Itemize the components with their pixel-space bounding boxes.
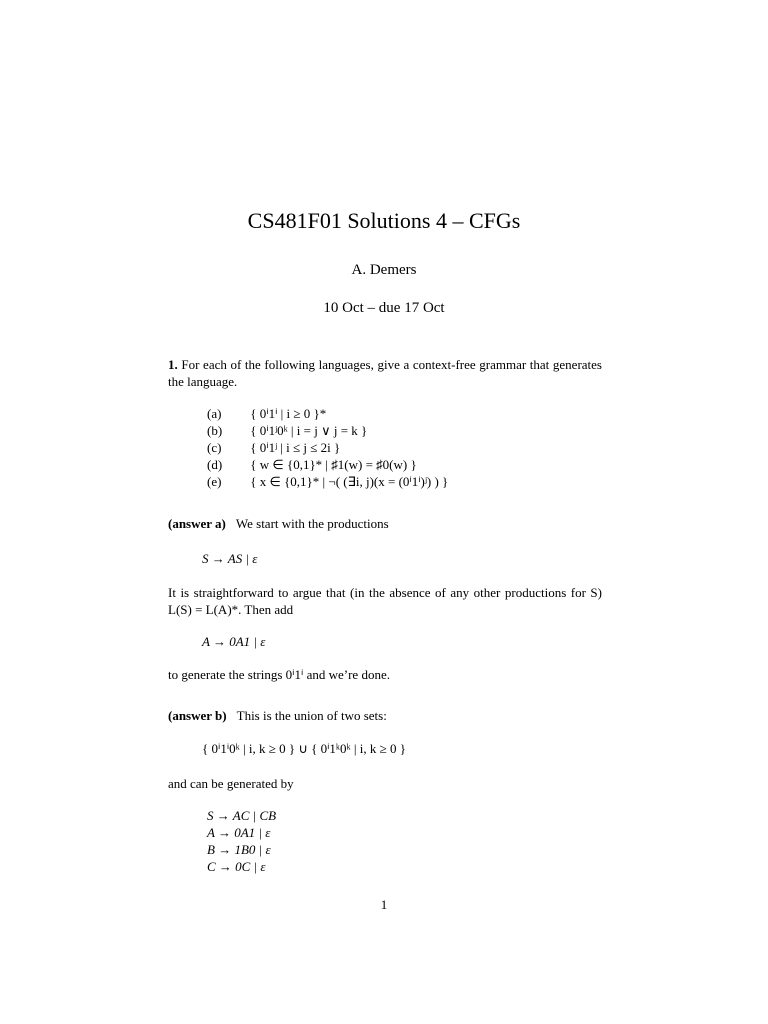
answer-a-label: (answer a) [168, 516, 226, 531]
language-expr: { x ∈ {0,1}* | ¬( (∃i, j)(x = (0ⁱ1ⁱ)ʲ) ) } [250, 474, 449, 489]
language-label: (a) [207, 406, 222, 421]
language-item-c [207, 439, 448, 456]
problem-text: For each of the following languages, give a context-free grammar that generates the language. [168, 357, 602, 389]
problem-1-statement [168, 356, 602, 390]
language-label: (e) [207, 474, 222, 489]
production-a: A → 0A1 | ε [202, 634, 266, 649]
grammar-productions [207, 807, 276, 875]
language-item-a [207, 405, 448, 422]
problem-number: 1. [168, 357, 178, 372]
language-item-d [207, 456, 448, 473]
language-expr: { 0ⁱ1ʲ | i ≤ j ≤ 2i } [250, 440, 341, 455]
document-date: 10 Oct – due 17 Oct [323, 300, 445, 316]
language-expr: { w ∈ {0,1}* | ♯1(w) = ♯0(w) } [250, 457, 417, 472]
language-item-e [207, 473, 448, 490]
language-list [207, 405, 448, 490]
answer-a-paragraph-1: It is straightforward to argue that (in the absence of any other productions for S) L(S) = L(A)*. Then add [168, 585, 602, 617]
language-expr: { 0ⁱ1ʲ0ᵏ | i = j ∨ j = k } [250, 423, 368, 438]
language-label: (b) [207, 423, 223, 438]
grammar-row: A → 0A1 | ε [207, 825, 271, 840]
language-label: (d) [207, 457, 223, 472]
grammar-row: B → 1B0 | ε [207, 842, 271, 857]
grammar-row: C → 0C | ε [207, 859, 266, 874]
answer-a-heading [168, 516, 389, 532]
answer-b-paragraph-1: and can be generated by [168, 776, 294, 791]
document-author: A. Demers [351, 262, 417, 278]
language-label: (c) [207, 440, 222, 455]
answer-b-label: (answer b) [168, 708, 227, 723]
union-expression: { 0ⁱ1ⁱ0ᵏ | i, k ≥ 0 } ∪ { 0ⁱ1ᵏ0ᵏ | i, k ≥ 0 } [202, 741, 406, 756]
answer-b-intro: This is the union of two sets: [236, 708, 387, 723]
answer-b-heading [168, 708, 387, 724]
page-number: 1 [380, 897, 388, 912]
production-s: S → AS | ε [202, 551, 258, 566]
grammar-row: S → AC | CB [207, 808, 277, 823]
answer-a-intro: We start with the productions [235, 516, 389, 531]
language-item-b [207, 422, 448, 439]
document-title: CS481F01 Solutions 4 – CFGs [247, 208, 521, 233]
answer-a-paragraph-2: to generate the strings 0ⁱ1ⁱ and we’re done. [168, 667, 390, 682]
language-expr: { 0ⁱ1ⁱ | i ≥ 0 }* [250, 406, 327, 421]
